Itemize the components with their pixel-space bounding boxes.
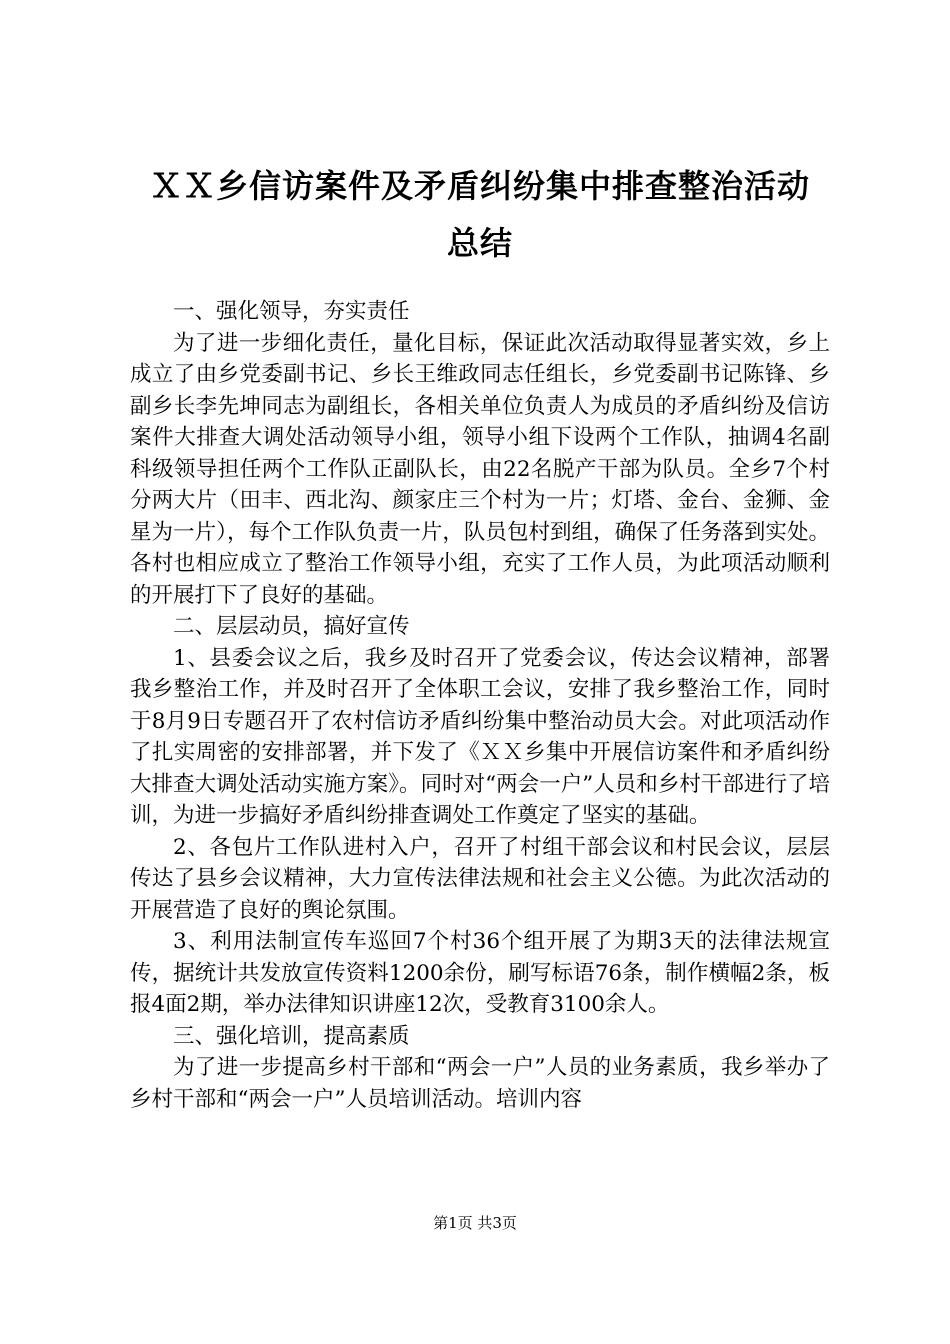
paragraph-3: 2、各包片工作队进村入户，召开了村组干部会议和村民会议，层层传达了县乡会议精神，大力宣传法律法规和社会主义公德。为此次活动的开展营造了良好的舆论氛围。 (130, 834, 830, 923)
document-body (130, 296, 830, 1115)
paragraph-1: 为了进一步细化责任，量化目标，保证此次活动取得显著实效，乡上成立了由乡党委副书记、乡长王维政同志任组长，乡党委副书记陈锋、乡副乡长李先坤同志为副组长，各相关单位负责人为成员的矛盾纠纷及信访案件大排查大调处活动领导小组，领导小组下设两个工作队，抽调4名副科级领导担任两个工作队正副队长，由22名脱产干部为队员。全乡7个村分两大片（田丰、西北沟、颜家庄三个村为一片；灯塔、金台、金狮、金星为一片），每个工作队负责一片，队员包村到组，确保了任务落到实处。各村也相应成立了整治工作领导小组，充实了工作人员，为此项活动顺利的开展打下了良好的基础。 (130, 330, 830, 608)
page-footer: 第1页 共3页 (433, 1214, 517, 1232)
document-title-line-2: 总结 (446, 224, 513, 262)
paragraph-4: 3、利用法制宣传车巡回7个村36个组开展了为期3天的法律法规宣传，据统计共发放宣传资料1200余份，刷写标语76条，制作横幅2条，板报4面2期，举办法律知识讲座12次，受教育3100余人。 (130, 929, 830, 1017)
paragraph-2: 1、县委会议之后，我乡及时召开了党委会议，传达会议精神，部署我乡整治工作，并及时召开了全体职工会议，安排了我乡整治工作，同时于8月9日专题召开了农村信访矛盾纠纷集中整治动员大会。对此项活动作了扎实周密的安排部署，并下发了《ＸＸ乡集中开展信访案件和矛盾纠纷大排查大调处活动实施方案》。同时对“两会一户”人员和乡村干部进行了培训，为进一步搞好矛盾纠纷排查调处工作奠定了坚实的基础。 (130, 645, 830, 828)
paragraph-5: 为了进一步提高乡村干部和“两会一户”人员的业务素质，我乡举办了乡村干部和“两会一户”人员培训活动。培训内容 (130, 1055, 830, 1112)
section-heading-2: 二、层层动员，搞好宣传 (173, 614, 410, 639)
section-heading-1: 一、强化领导，夯实责任 (173, 299, 410, 324)
section-heading-3: 三、强化培训，提高素质 (173, 1023, 410, 1049)
document-title-line-1: ＸＸ乡信访案件及矛盾纠纷集中排查整治活动 (149, 167, 810, 205)
